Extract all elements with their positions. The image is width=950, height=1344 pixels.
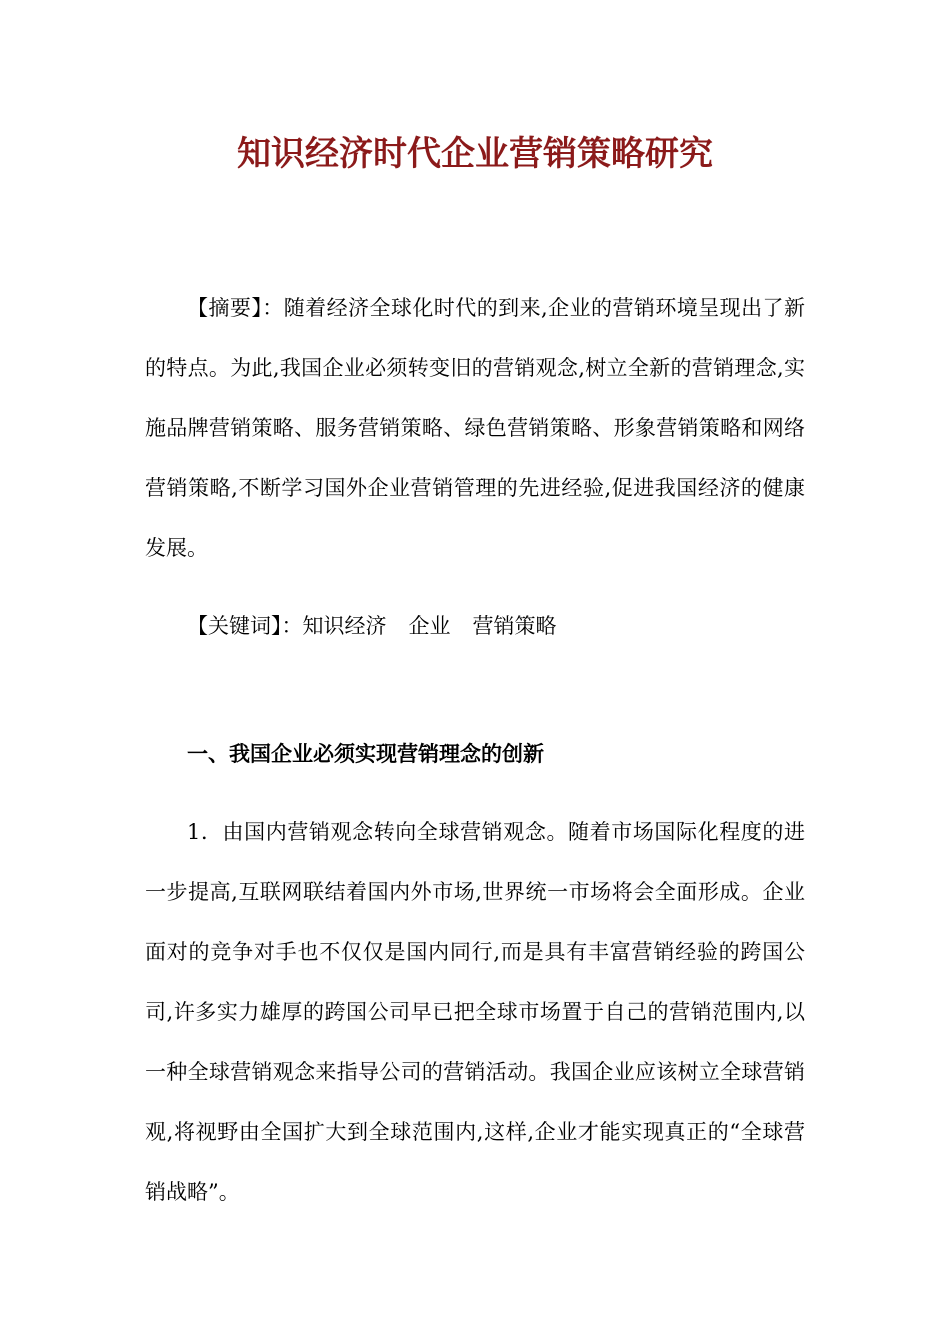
- keyword-item: 知识经济: [302, 614, 387, 638]
- abstract-text: 随着经济全球化时代的到来,企业的营销环境呈现出了新的特点。为此,我国企业必须转变旧的营销观念,树立全新的营销理念,实施品牌营销策略、服务营销策略、绿色营销策略、形象营销策略和网络营销策略,不断学习国外企业营销管理的先进经验,促进我国经济的健康发展。: [145, 296, 805, 560]
- document-title: 知识经济时代企业营销策略研究: [237, 134, 713, 174]
- keyword-item: 营销策略: [472, 614, 557, 638]
- body-paragraph: 1．由国内营销观念转向全球营销观念。随着市场国际化程度的进一步提高,互联网联结着国内外市场,世界统一市场将会全面形成。企业面对的竞争对手也不仅仅是国内同行,而是具有丰富营销经验的跨国公司,许多实力雄厚的跨国公司早已把全球市场置于自己的营销范围内,以一种全球营销观念来指导公司的营销活动。我国企业应该树立全球营销观,将视野由全国扩大到全球范围内,这样,企业才能实现真正的“全球营销战略”。: [145, 820, 805, 1204]
- keywords-line: [187, 596, 557, 656]
- keywords-label: 【关键词】：: [187, 614, 303, 638]
- keyword-item: 企业: [408, 614, 451, 638]
- section-heading: 一、我国企业必须实现营销理念的创新: [187, 742, 544, 766]
- abstract-paragraph: [145, 278, 805, 578]
- abstract-label: 【摘要】：: [187, 296, 284, 320]
